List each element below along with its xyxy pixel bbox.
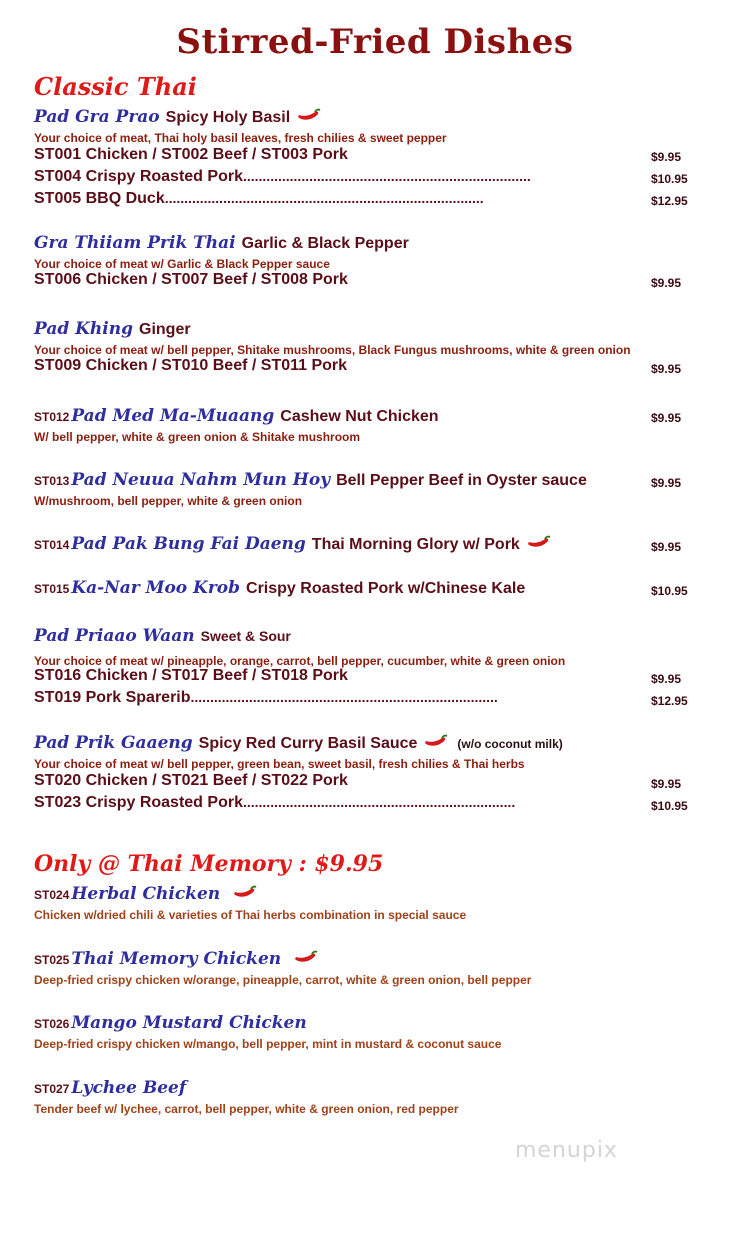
dish-english-name: Ginger — [139, 321, 191, 338]
dish-thai-name: Pad Khing — [34, 319, 133, 339]
item-row — [34, 146, 724, 168]
dish-english-name: Garlic & Black Pepper — [241, 235, 409, 252]
page-title: Stirred-Fried Dishes — [176, 22, 574, 62]
dish-pad-gra-prao — [34, 107, 724, 147]
dish-pad-prik-gaaeng — [34, 733, 724, 773]
dish-thai-name: Lychee Beef — [71, 1078, 187, 1098]
dish-english-name: Sweet & Sour — [200, 628, 291, 644]
price: $9.95 — [651, 476, 682, 490]
price: $9.95 — [651, 362, 682, 376]
chili-pepper-icon — [526, 535, 552, 549]
price: $9.95 — [651, 540, 682, 554]
dish-description: Chicken w/dried chili & varieties of Thai herbs combination in special sauce — [34, 908, 467, 922]
item-row — [34, 190, 724, 212]
item-text: ST001 Chicken / ST002 Beef / ST003 Pork — [34, 146, 348, 163]
dish-thai-name: Pad Neuua Nahm Mun Hoy — [71, 470, 331, 490]
special-item — [34, 1078, 724, 1118]
dish-gra-thiiam — [34, 233, 724, 273]
price: $9.95 — [651, 150, 682, 164]
dish-description: Deep-fried crispy chicken w/mango, bell pepper, mint in mustard & coconut sauce — [34, 1037, 502, 1051]
price: $10.95 — [651, 799, 688, 813]
item-text: ST004 Crispy Roasted Pork — [34, 168, 243, 185]
price: $12.95 — [651, 694, 688, 708]
leader-dots: ...................................................................... — [242, 794, 516, 810]
item-row — [34, 689, 724, 711]
dish-description: Tender beef w/ lychee, carrot, bell pepper, white & green onion, red pepper — [34, 1102, 459, 1116]
item-text: ST016 Chicken / ST017 Beef / ST018 Pork — [34, 667, 348, 684]
dish-st014 — [34, 534, 724, 558]
dish-english-name: Cashew Nut Chicken — [280, 408, 439, 425]
dish-thai-name: Pad Pak Bung Fai Daeng — [71, 534, 306, 554]
dish-code: ST027 — [34, 1082, 70, 1096]
dish-description: Your choice of meat w/ bell pepper, green bean, sweet basil, fresh chilies & Thai herbs — [34, 757, 525, 771]
dish-code: ST025 — [34, 953, 70, 967]
watermark: menupix — [515, 1138, 618, 1163]
dish-english-name: Spicy Red Curry Basil Sauce — [198, 735, 418, 752]
dish-code: ST015 — [34, 582, 70, 596]
chili-pepper-icon — [296, 108, 322, 122]
dish-thai-name: Pad Med Ma-Muaang — [71, 406, 275, 426]
item-row — [34, 168, 724, 190]
dish-thai-name: Pad Priaao Waan — [34, 626, 195, 646]
dish-code: ST024 — [34, 888, 70, 902]
dish-st015 — [34, 578, 724, 602]
dish-english-name: Spicy Holy Basil — [165, 109, 291, 126]
dish-note: (w/o coconut milk) — [457, 737, 563, 751]
dish-code: ST026 — [34, 1017, 70, 1031]
dish-english-name: Crispy Roasted Pork w/Chinese Kale — [246, 580, 526, 597]
item-row — [34, 357, 724, 379]
price: $9.95 — [651, 411, 682, 425]
dish-code: ST013 — [34, 474, 70, 488]
dish-thai-name: Gra Thiiam Prik Thai — [34, 233, 236, 253]
item-row — [34, 667, 724, 689]
item-row — [34, 271, 724, 293]
price: $10.95 — [651, 584, 688, 598]
price: $9.95 — [651, 777, 682, 791]
dish-pad-priaao-waan — [34, 626, 724, 670]
dish-description: Your choice of meat w/ bell pepper, Shitake mushrooms, Black Fungus mushrooms, white & green onion — [34, 343, 631, 357]
chili-pepper-icon — [293, 950, 319, 964]
dish-st013 — [34, 470, 724, 510]
dish-description: Your choice of meat w/ pineapple, orange, carrot, bell pepper, cucumber, white & green onion — [34, 654, 566, 668]
dish-thai-name: Thai Memory Chicken — [71, 949, 282, 969]
item-row — [34, 794, 724, 816]
chili-pepper-icon — [232, 885, 258, 899]
item-text: ST006 Chicken / ST007 Beef / ST008 Pork — [34, 271, 348, 288]
item-text: ST023 Crispy Roasted Pork — [34, 794, 243, 811]
special-item — [34, 884, 724, 924]
dish-description: Your choice of meat, Thai holy basil leaves, fresh chilies & sweet pepper — [34, 131, 447, 145]
dish-st012 — [34, 406, 724, 446]
leader-dots: ............................................................................... — [190, 689, 498, 705]
item-text: ST005 BBQ Duck — [34, 190, 165, 207]
dish-description: W/ bell pepper, white & green onion & Shitake mushroom — [34, 430, 361, 444]
price: $9.95 — [651, 276, 682, 290]
item-text: ST019 Pork Sparerib — [34, 689, 191, 706]
special-item — [34, 1013, 724, 1053]
dish-english-name: Thai Morning Glory w/ Pork — [311, 536, 520, 553]
dish-code: ST014 — [34, 538, 70, 552]
dish-code: ST012 — [34, 410, 70, 424]
price: $10.95 — [651, 172, 688, 186]
dish-description: Your choice of meat w/ Garlic & Black Pepper sauce — [34, 257, 330, 271]
leader-dots: .................................................................................. — [164, 190, 484, 206]
chili-pepper-icon — [423, 734, 449, 748]
price: $12.95 — [651, 194, 688, 208]
dish-thai-name: Mango Mustard Chicken — [71, 1013, 307, 1033]
special-item — [34, 949, 724, 989]
item-text: ST020 Chicken / ST021 Beef / ST022 Pork — [34, 772, 348, 789]
dish-thai-name: Ka-Nar Moo Krob — [71, 578, 241, 598]
dish-description: W/mushroom, bell pepper, white & green onion — [34, 494, 303, 508]
dish-english-name: Bell Pepper Beef in Oyster sauce — [336, 472, 587, 489]
section-classic-thai: Classic Thai — [34, 72, 197, 101]
section-thai-memory-specials: Only @ Thai Memory : $9.95 — [34, 851, 384, 877]
price: $9.95 — [651, 672, 682, 686]
dish-description: Deep-fried crispy chicken w/orange, pineapple, carrot, white & green onion, bell pepper — [34, 973, 532, 987]
dish-thai-name: Pad Prik Gaaeng — [34, 733, 193, 753]
leader-dots: .......................................................................... — [242, 168, 531, 184]
dish-pad-khing — [34, 319, 724, 359]
item-row — [34, 772, 724, 794]
dish-thai-name: Herbal Chicken — [71, 884, 221, 904]
dish-thai-name: Pad Gra Prao — [34, 107, 160, 127]
item-text: ST009 Chicken / ST010 Beef / ST011 Pork — [34, 357, 348, 374]
